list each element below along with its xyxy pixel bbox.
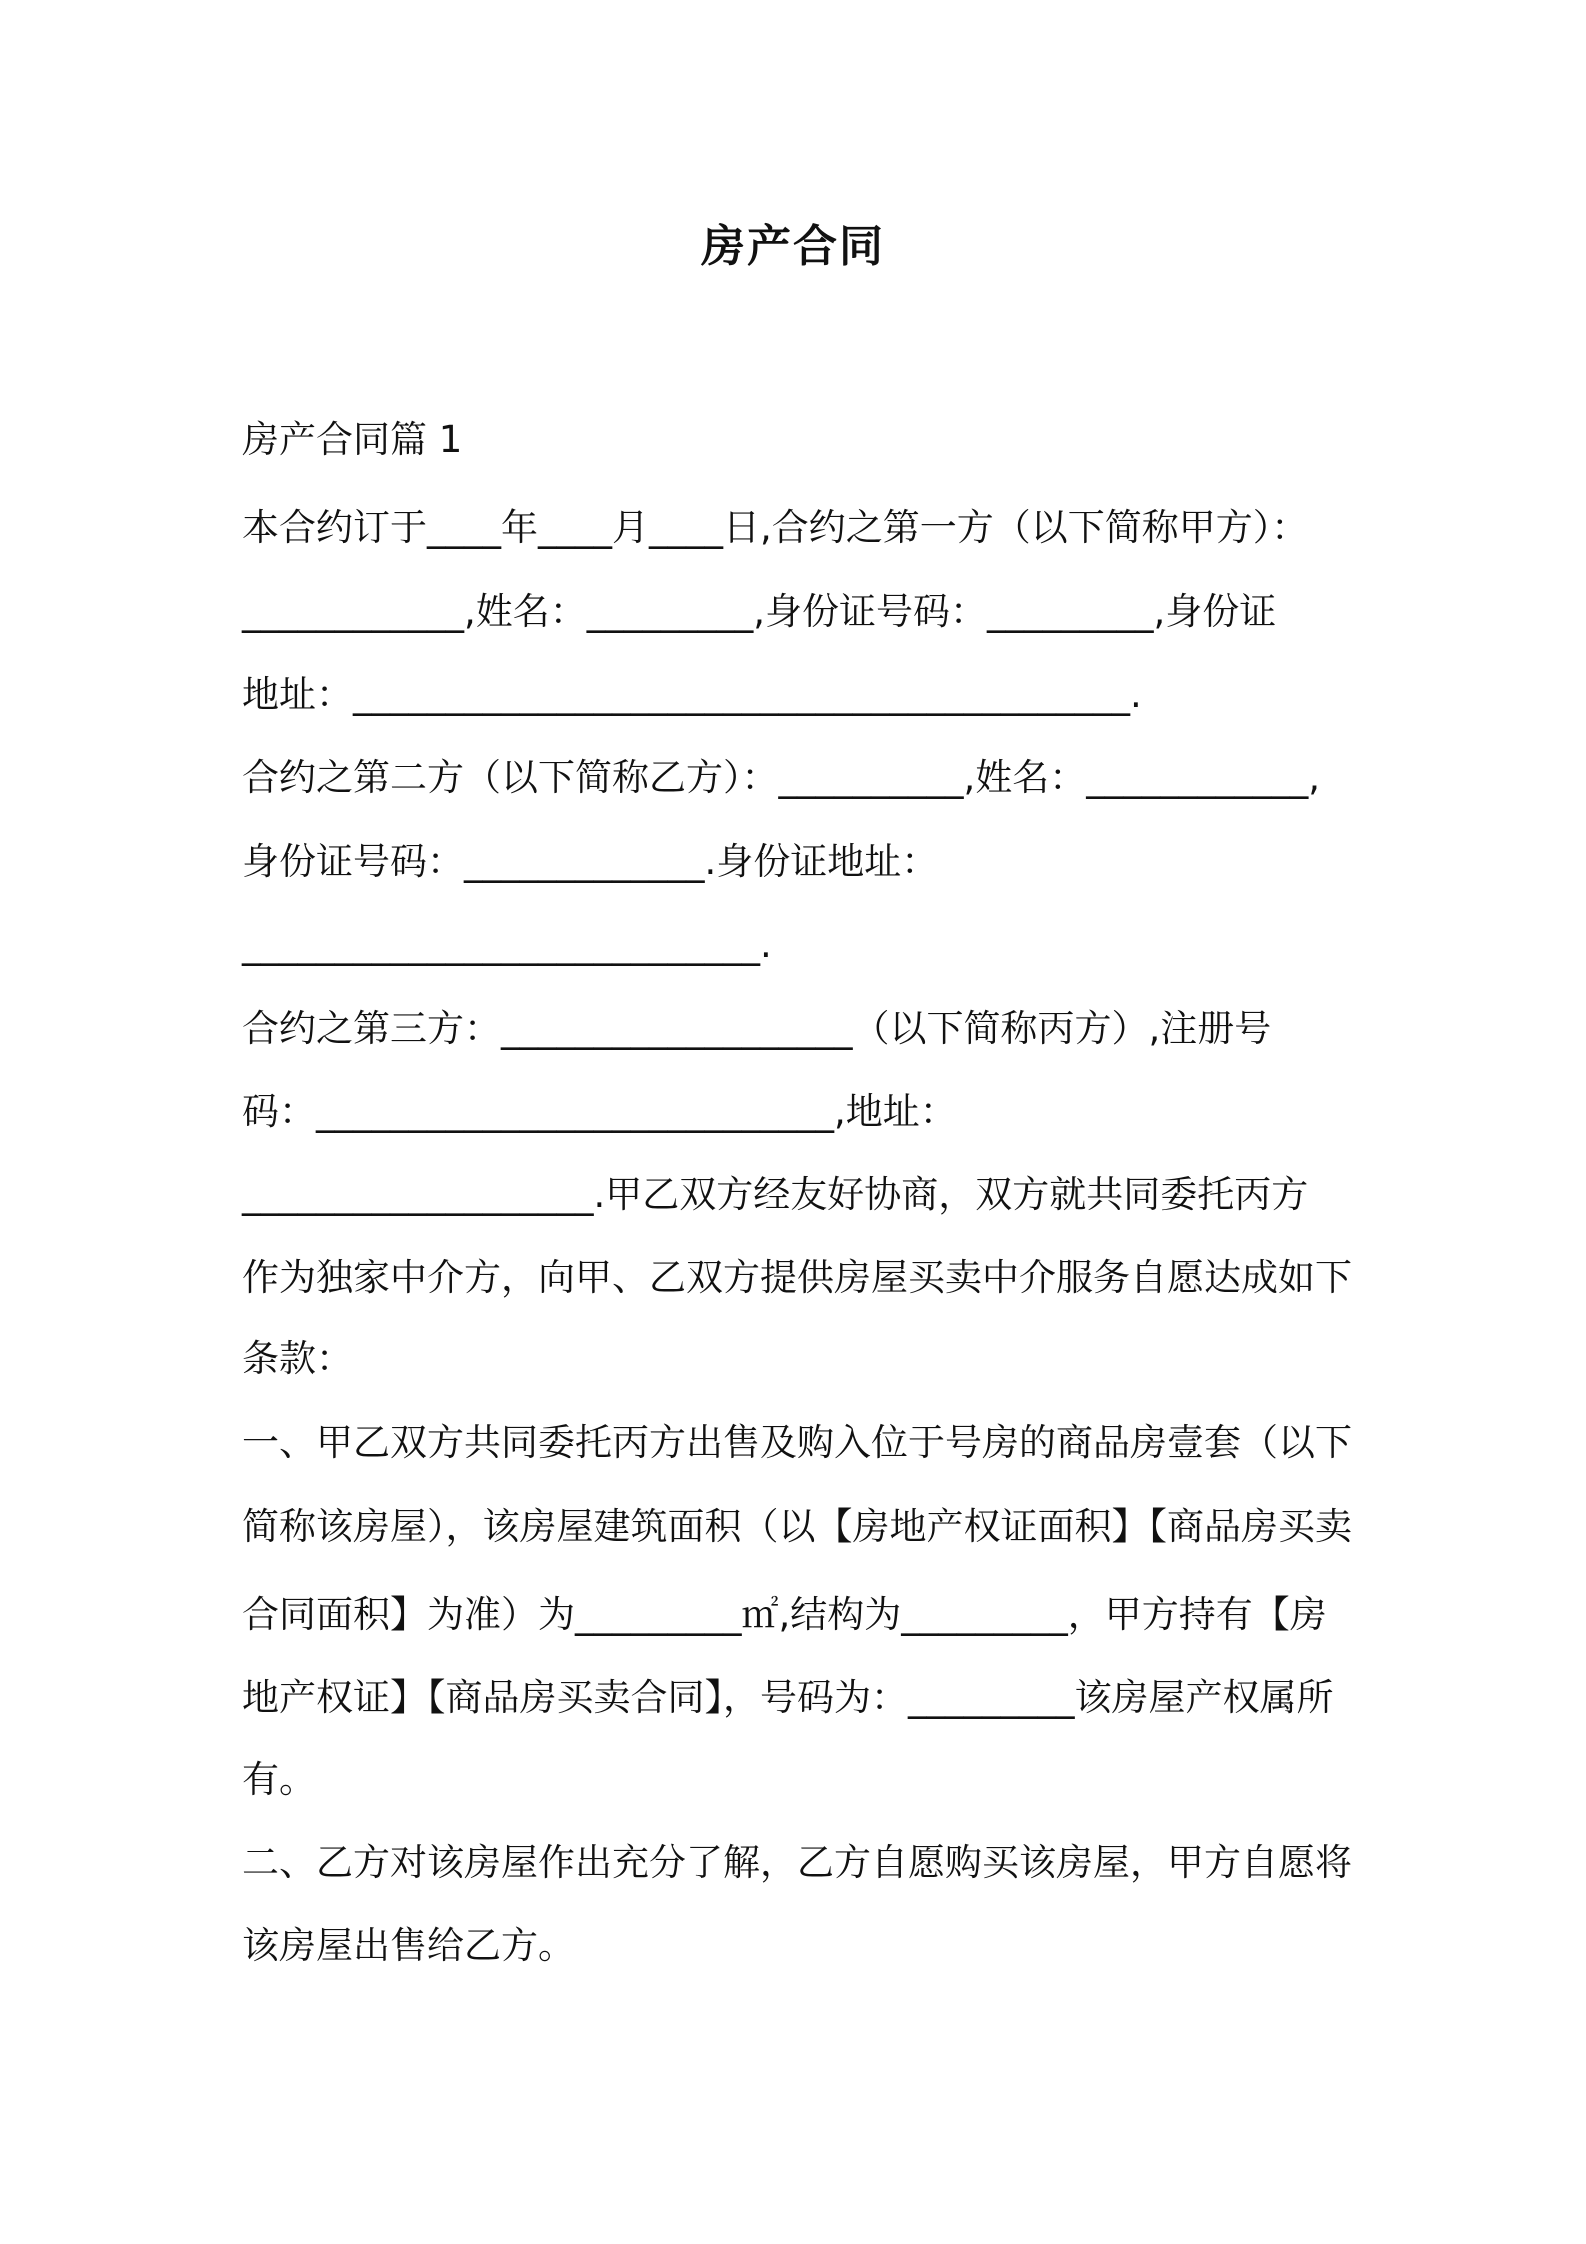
paragraph-line: 有。	[242, 1758, 316, 1801]
paragraph-line: ____________,姓名：_________,身份证号码：_________,身份证	[242, 590, 1277, 633]
paragraph-line: 地址：__________________________________________.	[242, 673, 1142, 716]
paragraph-line: ____________________________.	[242, 923, 772, 966]
paragraph-line: 该房屋出售给乙方。	[242, 1924, 575, 1967]
paragraph-line: 简称该房屋），该房屋建筑面积（以【房地产权证面积】【商品房买卖	[242, 1505, 1352, 1548]
paragraph-line: 合约之第三方：___________________（以下简称丙方）,注册号	[242, 1007, 1272, 1050]
paragraph-line: 条款：	[242, 1337, 353, 1380]
paragraph-line: 码：____________________________,地址：	[242, 1090, 957, 1133]
section-heading: 房产合同篇 1	[242, 418, 463, 461]
paragraph-line: 合约之第二方（以下简称乙方）：__________,姓名：____________,	[242, 756, 1321, 799]
paragraph-line: ___________________.甲乙双方经友好协商，双方就共同委托丙方	[242, 1173, 1309, 1216]
document-title: 房产合同	[701, 221, 885, 272]
paragraph-line: 一、甲乙双方共同委托丙方出售及购入位于号房的商品房壹套（以下	[242, 1421, 1352, 1464]
paragraph-line: 作为独家中介方，向甲、乙双方提供房屋买卖中介服务自愿达成如下	[242, 1256, 1352, 1299]
paragraph-line: 地产权证】【商品房买卖合同】，号码为：_________该房屋产权属所	[242, 1676, 1334, 1719]
paragraph-line: 本合约订于____年____月____日,合约之第一方（以下简称甲方）：	[242, 506, 1309, 549]
paragraph-line: 二、乙方对该房屋作出充分了解，乙方自愿购买该房屋，甲方自愿将	[242, 1841, 1352, 1884]
paragraph-line: 身份证号码：_____________.身份证地址：	[242, 840, 939, 883]
paragraph-line: 合同面积】为准）为_________㎡,结构为_________，甲方持有【房	[242, 1593, 1327, 1636]
